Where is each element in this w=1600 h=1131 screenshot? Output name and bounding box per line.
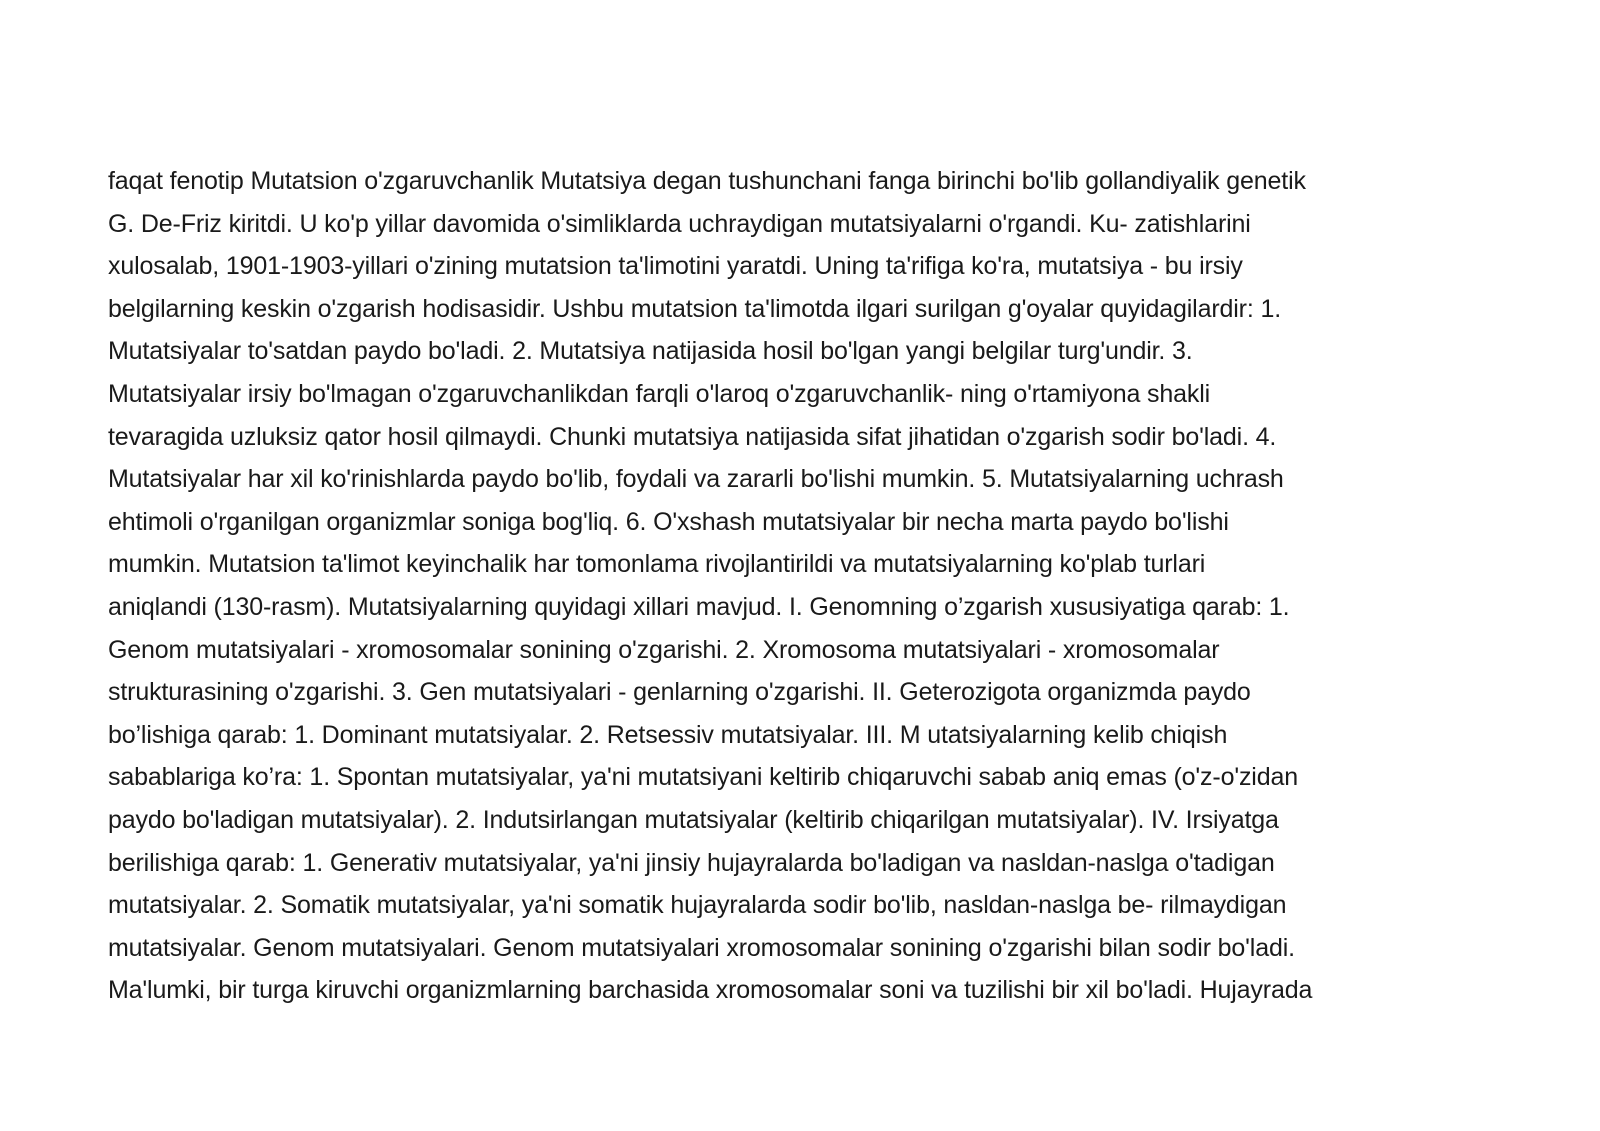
text-line: belgilarning keskin o'zgarish hodisasidir. Ushbu mutatsion ta'limotda ilgari surilgan g'oyalar quyidagilardir: 1. xyxy=(108,294,1281,323)
text-line: paydo bo'ladigan mutatsiyalar). 2. Indutsirlangan mutatsiyalar (keltirib chiqarilgan mutatsiyalar). IV. Irsiyatga xyxy=(108,805,1279,834)
text-line: mutatsiyalar. Genom mutatsiyalari. Genom mutatsiyalari xromosomalar sonining o'zgarishi bilan sodir bo'ladi. xyxy=(108,933,1295,962)
text-line: strukturasining o'zgarishi. 3. Gen mutatsiyalari - genlarning o'zgarishi. II. Geterozigota organizmda paydo xyxy=(108,678,1251,707)
text-line: Genom mutatsiyalari - xromosomalar sonining o'zgarishi. 2. Xromosoma mutatsiyalari - xromosomalar xyxy=(108,635,1220,664)
text-line: aniqlandi (130-rasm). Mutatsiyalarning quyidagi xillari mavjud. I. Genomning o’zgarish xususiyatiga qarab: 1. xyxy=(108,592,1290,621)
text-line: Mutatsiyalar irsiy bo'lmagan o'zgaruvchanlikdan farqli o'laroq o'zgaruvchanlik- ning o'rtamiyona shakli xyxy=(108,379,1211,408)
text-line: xulosalab, 1901-1903-yillari o'zining mutatsion ta'limotini yaratdi. Uning ta'rifiga ko'ra, mutatsiya - bu irsiy xyxy=(108,252,1243,281)
text-line: faqat fenotip Mutatsion o'zgaruvchanlik Mutatsiya degan tushunchani fanga birinchi bo'lib gollandiyalik genetik xyxy=(108,167,1306,195)
text-line: mutatsiyalar. 2. Somatik mutatsiyalar, ya'ni somatik hujayralarda sodir bo'lib, nasldan-naslga be- rilmaydigan xyxy=(108,891,1287,920)
text-line: berilishiga qarab: 1. Generativ mutatsiyalar, ya'ni jinsiy hujayralarda bo'ladigan va nasldan-naslga o'tadigan xyxy=(108,848,1275,877)
text-line: G. De-Friz kiritdi. U ko'p yillar davomida o'simliklarda uchraydigan mutatsiyalarni o'rgandi. Ku- zatishlarini xyxy=(108,209,1251,238)
text-line: Mutatsiyalar har xil ko'rinishlarda paydo bo'lib, foydali va zararli bo'lishi mumkin. 5. Mutatsiyalarning uchrash xyxy=(108,465,1284,494)
body-text xyxy=(108,160,1508,1012)
text-line: Mutatsiyalar to'satdan paydo bo'ladi. 2. Mutatsiya natijasida hosil bo'lgan yangi belgilar turg'undir. 3. xyxy=(108,337,1193,366)
text-line: ehtimoli o'rganilgan organizmlar soniga bog'liq. 6. O'xshash mutatsiyalar bir necha marta paydo bo'lishi xyxy=(108,507,1229,536)
text-line: sabablariga ko’ra: 1. Spontan mutatsiyalar, ya'ni mutatsiyani keltirib chiqaruvchi sabab aniq emas (o'z-o'zidan xyxy=(108,763,1298,792)
text-line: bo’lishiga qarab: 1. Dominant mutatsiyalar. 2. Retsessiv mutatsiyalar. III. M utatsiyalarning kelib chiqish xyxy=(108,720,1228,749)
text-line: mumkin. Mutatsion ta'limot keyinchalik har tomonlama rivojlantirildi va mutatsiyalarning ko'plab turlari xyxy=(108,550,1206,579)
text-line: tevaragida uzluksiz qator hosil qilmaydi. Chunki mutatsiya natijasida sifat jihatidan o'zgarish sodir bo'ladi. 4. xyxy=(108,422,1277,451)
text-line: Ma'lumki, bir turga kiruvchi organizmlarning barchasida xromosomalar soni va tuzilishi bir xil bo'ladi. Hujayrada xyxy=(108,976,1313,1005)
